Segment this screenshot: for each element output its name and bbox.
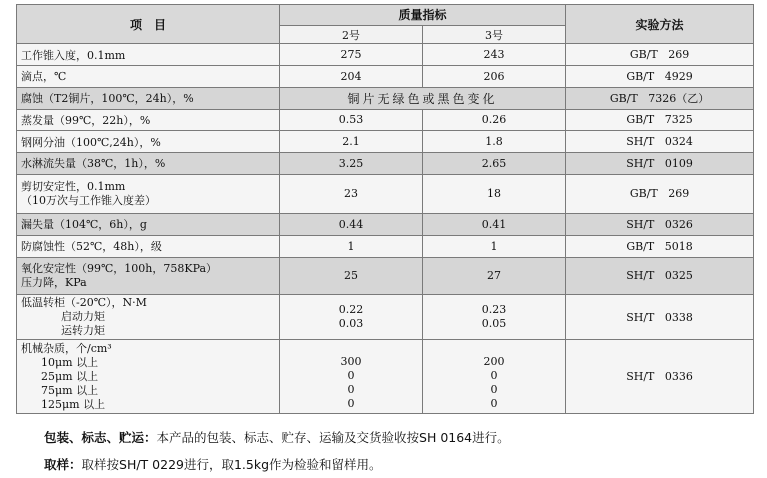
row-item: 蒸发量（99℃，22h），%	[17, 109, 280, 131]
table-row	[17, 131, 754, 153]
item-line: （10万次与工作锥入度差）	[21, 193, 156, 207]
row-item: 腐蚀（T2铜片，100℃，24h），%	[17, 87, 280, 109]
row-method: SH/T 0325	[566, 257, 754, 294]
row-grade3	[423, 340, 566, 414]
row-item: 漏失量（104℃，6h），g	[17, 214, 280, 236]
row-method: SH/T 0109	[566, 153, 754, 175]
item-line: 氧化安定性（99℃，100h，758KPa）	[21, 261, 218, 275]
table-row	[17, 174, 754, 213]
value-line: 0	[490, 383, 498, 396]
row-grade2	[280, 294, 423, 340]
row-grade2	[280, 340, 423, 414]
row-grade3: 1.8	[423, 131, 566, 153]
row-method: GB/T 7325	[566, 109, 754, 131]
table-row	[17, 44, 754, 66]
row-corrosion-result: 铜片无绿色或黑色变化	[280, 87, 566, 109]
table-row	[17, 235, 754, 257]
item-line: 25μm 以上	[41, 369, 99, 383]
item-line: 125μm 以上	[41, 397, 106, 411]
value-line: 0.23	[481, 303, 507, 317]
header-grade2: 2号	[280, 25, 423, 44]
packing-label: 包装、标志、贮运：	[44, 430, 157, 445]
row-grade2: 204	[280, 66, 423, 88]
spec-table	[16, 4, 754, 414]
value-line: 0	[490, 369, 498, 382]
row-grade3: 243	[423, 44, 566, 66]
row-item: 滴点，℃	[17, 66, 280, 88]
value-line: 0.05	[481, 317, 507, 331]
sampling-note	[44, 455, 382, 473]
row-item: 钢网分油（100℃,24h），%	[17, 131, 280, 153]
row-method: SH/T 0336	[566, 340, 754, 414]
item-line: 低温转柜（-20℃），N·M	[21, 296, 147, 310]
header-item: 项 目	[17, 5, 280, 44]
value-line: 0	[347, 369, 355, 382]
row-item	[17, 174, 280, 213]
row-method: GB/T 7326（乙）	[566, 87, 754, 109]
table-row	[17, 153, 754, 175]
row-grade2: 23	[280, 174, 423, 213]
item-line: 剪切安定性，0.1mm	[21, 179, 126, 193]
value-line: 200	[483, 355, 505, 368]
header-grade3: 3号	[423, 25, 566, 44]
table-row	[17, 214, 754, 236]
row-item: 工作锥入度，0.1mm	[17, 44, 280, 66]
item-line: 机械杂质，个/cm³	[21, 341, 112, 355]
item-line: 启动力矩	[61, 310, 105, 324]
value-line: 0.22	[338, 303, 364, 317]
item-line: 10μm 以上	[41, 355, 99, 369]
row-method: GB/T 269	[566, 174, 754, 213]
row-grade3: 0.26	[423, 109, 566, 131]
value-line: 300	[340, 355, 362, 368]
row-method: GB/T 269	[566, 44, 754, 66]
row-grade2: 0.44	[280, 214, 423, 236]
sampling-label: 取样：	[44, 457, 82, 472]
row-grade2: 25	[280, 257, 423, 294]
table-row	[17, 340, 754, 414]
row-method: SH/T 0324	[566, 131, 754, 153]
row-grade3: 27	[423, 257, 566, 294]
row-grade2: 0.53	[280, 109, 423, 131]
row-method: SH/T 0326	[566, 214, 754, 236]
item-line: 运转力矩	[61, 324, 105, 338]
row-grade3	[423, 294, 566, 340]
value-line: 0	[347, 397, 355, 410]
row-grade3: 0.41	[423, 214, 566, 236]
row-grade2: 1	[280, 235, 423, 257]
packing-text: 本产品的包装、标志、贮存、运输及交货验收按SH 0164进行。	[156, 430, 510, 445]
row-grade2: 3.25	[280, 153, 423, 175]
row-method: GB/T 5018	[566, 235, 754, 257]
table-row	[17, 257, 754, 294]
packing-note	[44, 428, 510, 446]
row-grade3: 18	[423, 174, 566, 213]
row-grade2: 2.1	[280, 131, 423, 153]
value-line: 0	[347, 383, 355, 396]
header-method: 实验方法	[566, 5, 754, 44]
table-row	[17, 87, 754, 109]
item-line: 压力降，KPa	[21, 275, 87, 289]
value-line: 0	[490, 397, 498, 410]
row-item	[17, 294, 280, 340]
row-grade3: 206	[423, 66, 566, 88]
row-item	[17, 340, 280, 414]
header-quality: 质量指标	[280, 5, 566, 26]
row-item: 水淋流失量（38℃，1h），%	[17, 153, 280, 175]
table-row	[17, 66, 754, 88]
row-grade3: 1	[423, 235, 566, 257]
value-line: 0.03	[338, 317, 364, 331]
table-row	[17, 294, 754, 340]
row-method: GB/T 4929	[566, 66, 754, 88]
row-grade2: 275	[280, 44, 423, 66]
table-row	[17, 109, 754, 131]
item-line: 75μm 以上	[41, 383, 99, 397]
row-item: 防腐蚀性（52℃，48h），级	[17, 235, 280, 257]
row-item	[17, 257, 280, 294]
row-method: SH/T 0338	[566, 294, 754, 340]
sampling-text: 取样按SH/T 0229进行，取1.5kg作为检验和留样用。	[81, 457, 382, 472]
row-grade3: 2.65	[423, 153, 566, 175]
